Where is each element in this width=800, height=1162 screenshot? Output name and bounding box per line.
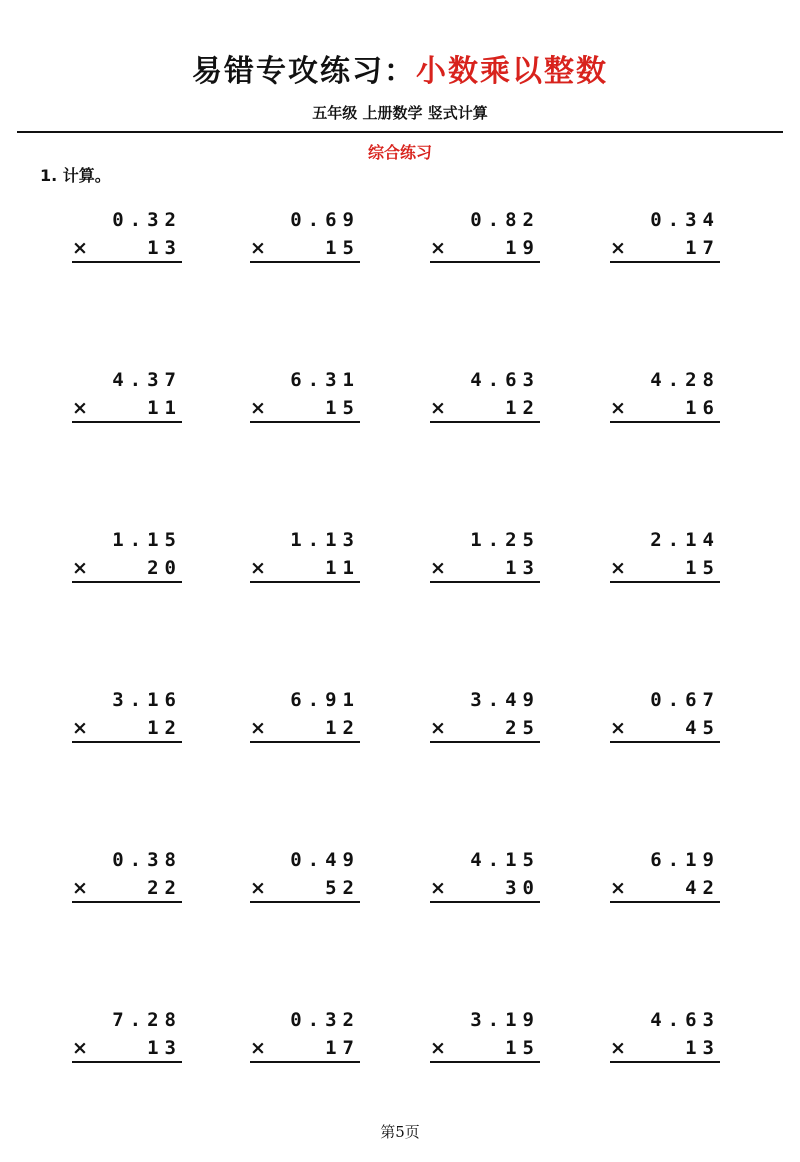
- problem-15: [430, 687, 540, 747]
- times-sign: ×: [250, 397, 266, 419]
- multiplier-row: [250, 395, 360, 423]
- multiplier-row: [610, 555, 720, 583]
- title-topic: 小数乘以整数: [416, 54, 608, 89]
- multiplier-row: [250, 875, 360, 903]
- times-sign: ×: [250, 877, 266, 899]
- problem-20: [610, 847, 720, 907]
- multiplier-row: [430, 235, 540, 263]
- times-sign: ×: [430, 717, 446, 739]
- multiplier-row: [72, 1035, 182, 1063]
- multiplier: 13: [685, 1037, 720, 1059]
- multiplier-row: [250, 235, 360, 263]
- times-sign: ×: [250, 237, 266, 259]
- multiplier: 13: [147, 237, 182, 259]
- times-sign: ×: [250, 717, 266, 739]
- multiplier: 12: [505, 397, 540, 419]
- multiplicand: 2.14: [650, 529, 720, 551]
- multiplicand: 6.19: [650, 849, 720, 871]
- times-sign: ×: [430, 237, 446, 259]
- times-sign: ×: [430, 877, 446, 899]
- multiplier-row: [610, 1035, 720, 1063]
- multiplier-row: [610, 875, 720, 903]
- multiplicand: 4.37: [112, 369, 182, 391]
- multiplier: 15: [505, 1037, 540, 1059]
- multiplicand: 6.31: [290, 369, 360, 391]
- multiplier-row: [430, 875, 540, 903]
- problem-9: [72, 527, 182, 587]
- multiplier: 11: [325, 557, 360, 579]
- times-sign: ×: [430, 1037, 446, 1059]
- problem-17: [72, 847, 182, 907]
- multiplier: 15: [325, 397, 360, 419]
- problem-18: [250, 847, 360, 907]
- multiplicand: 0.32: [290, 1009, 360, 1031]
- multiplicand: 1.13: [290, 529, 360, 551]
- multiplier-row: [430, 715, 540, 743]
- page-number: 第5页: [380, 1123, 420, 1141]
- multiplier: 13: [147, 1037, 182, 1059]
- multiplier-row: [430, 555, 540, 583]
- times-sign: ×: [72, 1037, 88, 1059]
- times-sign: ×: [610, 717, 626, 739]
- multiplicand: 0.67: [650, 689, 720, 711]
- problem-10: [250, 527, 360, 587]
- times-sign: ×: [250, 557, 266, 579]
- worksheet-subtitle: 五年级 上册数学 竖式计算: [312, 104, 488, 122]
- problem-1: [72, 207, 182, 267]
- multiplicand: 4.28: [650, 369, 720, 391]
- multiplicand: 0.32: [112, 209, 182, 231]
- times-sign: ×: [72, 717, 88, 739]
- problem-6: [250, 367, 360, 427]
- multiplier-row: [72, 395, 182, 423]
- multiplicand: 0.69: [290, 209, 360, 231]
- title-prefix: 易错专攻练习：: [192, 54, 416, 89]
- multiplicand: 1.15: [112, 529, 182, 551]
- multiplier: 25: [505, 717, 540, 739]
- multiplier: 30: [505, 877, 540, 899]
- multiplicand: 4.15: [470, 849, 540, 871]
- times-sign: ×: [430, 557, 446, 579]
- multiplier-row: [430, 1035, 540, 1063]
- times-sign: ×: [430, 397, 446, 419]
- multiplier-row: [72, 715, 182, 743]
- problem-7: [430, 367, 540, 427]
- times-sign: ×: [610, 877, 626, 899]
- multiplier: 17: [685, 237, 720, 259]
- multiplier: 15: [685, 557, 720, 579]
- times-sign: ×: [250, 1037, 266, 1059]
- multiplicand: 0.38: [112, 849, 182, 871]
- problem-24: [610, 1007, 720, 1067]
- times-sign: ×: [72, 877, 88, 899]
- multiplier: 13: [505, 557, 540, 579]
- multiplicand: 0.82: [470, 209, 540, 231]
- problem-3: [430, 207, 540, 267]
- multiplier: 42: [685, 877, 720, 899]
- problem-22: [250, 1007, 360, 1067]
- multiplicand: 4.63: [470, 369, 540, 391]
- problem-12: [610, 527, 720, 587]
- multiplier-row: [250, 1035, 360, 1063]
- problem-13: [72, 687, 182, 747]
- times-sign: ×: [72, 557, 88, 579]
- times-sign: ×: [72, 397, 88, 419]
- multiplier: 20: [147, 557, 182, 579]
- multiplier: 11: [147, 397, 182, 419]
- multiplicand: 7.28: [112, 1009, 182, 1031]
- multiplicand: 1.25: [470, 529, 540, 551]
- multiplier: 45: [685, 717, 720, 739]
- multiplier-row: [610, 395, 720, 423]
- problem-19: [430, 847, 540, 907]
- problem-21: [72, 1007, 182, 1067]
- multiplier-row: [250, 715, 360, 743]
- multiplicand: 0.34: [650, 209, 720, 231]
- times-sign: ×: [610, 237, 626, 259]
- multiplier: 16: [685, 397, 720, 419]
- multiplier: 52: [325, 877, 360, 899]
- multiplier-row: [72, 555, 182, 583]
- multiplier-row: [430, 395, 540, 423]
- problem-4: [610, 207, 720, 267]
- multiplier: 22: [147, 877, 182, 899]
- multiplicand: 4.63: [650, 1009, 720, 1031]
- problem-2: [250, 207, 360, 267]
- times-sign: ×: [72, 237, 88, 259]
- multiplicand: 3.16: [112, 689, 182, 711]
- multiplier-row: [610, 235, 720, 263]
- multiplier: 12: [325, 717, 360, 739]
- multiplier-row: [250, 555, 360, 583]
- multiplier: 12: [147, 717, 182, 739]
- multiplicand: 6.91: [290, 689, 360, 711]
- problem-23: [430, 1007, 540, 1067]
- question-label: 1. 计算。: [40, 166, 111, 185]
- times-sign: ×: [610, 397, 626, 419]
- problem-5: [72, 367, 182, 427]
- multiplier: 19: [505, 237, 540, 259]
- multiplier: 17: [325, 1037, 360, 1059]
- times-sign: ×: [610, 1037, 626, 1059]
- multiplicand: 3.19: [470, 1009, 540, 1031]
- problem-16: [610, 687, 720, 747]
- multiplier: 15: [325, 237, 360, 259]
- multiplicand: 0.49: [290, 849, 360, 871]
- problem-11: [430, 527, 540, 587]
- section-heading: 综合练习: [367, 143, 432, 162]
- multiplicand: 3.49: [470, 689, 540, 711]
- multiplier-row: [72, 875, 182, 903]
- problem-8: [610, 367, 720, 427]
- problem-14: [250, 687, 360, 747]
- multiplier-row: [72, 235, 182, 263]
- multiplier-row: [610, 715, 720, 743]
- times-sign: ×: [610, 557, 626, 579]
